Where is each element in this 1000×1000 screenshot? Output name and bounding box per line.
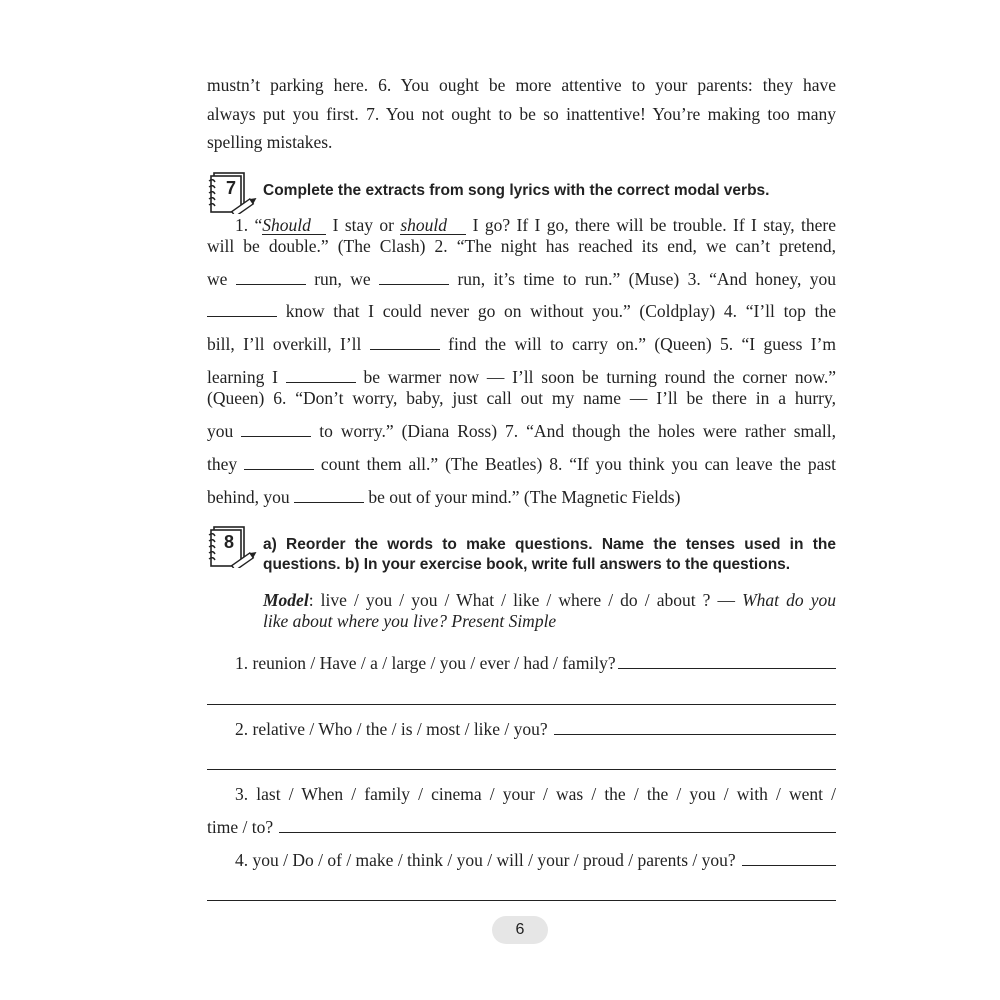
lyrics-line: we run, we run, it’s time to run.” (Muse) 3. “And honey, you [207, 269, 837, 289]
answer-blank: should [400, 216, 466, 235]
intro-line: always put you first. 7. You not ought to be so inattentive! You’re making too many [207, 104, 836, 124]
answer-line[interactable] [554, 720, 836, 735]
answer-line[interactable] [742, 851, 836, 866]
exercise-number: 7 [226, 178, 237, 198]
answer-blank[interactable] [286, 368, 356, 383]
lyrics-line: will be double.” (The Clash) 2. “The night has reached its end, we can’t pretend, [207, 236, 836, 256]
question-item: time / to? [207, 816, 836, 838]
answer-blank[interactable] [241, 422, 311, 437]
answer-blank[interactable] [236, 270, 306, 285]
question-item: 4. you / Do / of / make / think / you / will / your / proud / parents / you? [235, 849, 836, 871]
answer-line[interactable] [207, 769, 836, 770]
answer-blank[interactable] [207, 302, 277, 317]
page-number: 6 [492, 916, 548, 944]
lyrics-line: bill, I’ll overkill, I’ll find the will to carry on.” (Queen) 5. “I guess I’m [207, 334, 837, 354]
lyrics-line: you to worry.” (Diana Ross) 7. “And though the holes were rather small, [207, 421, 836, 441]
lyrics-line: 1. “Should I stay or should I go? If I go, there will be trouble. If I stay, there [235, 215, 836, 235]
exercise-instruction: Complete the extracts from song lyrics with the correct modal verbs. [263, 182, 770, 199]
question-item: 2. relative / Who / the / is / most / like / you? [235, 718, 836, 740]
model-line: like about where you live? Present Simple [263, 611, 557, 631]
answer-line[interactable] [618, 654, 836, 669]
lyrics-line: know that I could never go on without you.” (Coldplay) 4. “I’ll top the [207, 300, 836, 322]
lyrics-line: learning I be warmer now — I’ll soon be turning round the corner now.” [207, 367, 836, 387]
question-item: 1. reunion / Have / a / large / you / ever / had / family? [235, 652, 836, 674]
answer-blank[interactable] [379, 270, 449, 285]
answer-line[interactable] [207, 900, 836, 901]
model-line: Model: live / you / you / What / like / where / do / about ? — What do you [263, 590, 836, 610]
answer-blank[interactable] [244, 455, 314, 470]
answer-blank[interactable] [294, 488, 364, 503]
exercise-instruction: a) Reorder the words to make questions. Name the tenses used in the [263, 536, 836, 553]
intro-line: spelling mistakes. [207, 132, 333, 152]
intro-line: mustn’t parking here. 6. You ought be more attentive to your parents: they have [207, 75, 836, 95]
answer-line[interactable] [207, 704, 836, 705]
lyrics-line: behind, you be out of your mind.” (The Magnetic Fields) [207, 487, 681, 507]
answer-line[interactable] [279, 818, 836, 833]
answer-blank[interactable] [370, 335, 440, 350]
notebook-pencil-icon [207, 524, 259, 568]
exercise-instruction: questions. b) In your exercise book, write full answers to the questions. [263, 556, 791, 573]
lyrics-line: they count them all.” (The Beatles) 8. “If you think you can leave the past [207, 454, 837, 474]
notebook-pencil-icon [207, 170, 259, 214]
question-item: 3. last / When / family / cinema / your / was / the / the / you / with / went / [235, 784, 836, 804]
lyrics-line: (Queen) 6. “Don’t worry, baby, just call out my name — I’ll be there in a hurry, [207, 388, 836, 408]
answer-blank: Should [262, 216, 326, 235]
exercise-number: 8 [224, 532, 235, 552]
